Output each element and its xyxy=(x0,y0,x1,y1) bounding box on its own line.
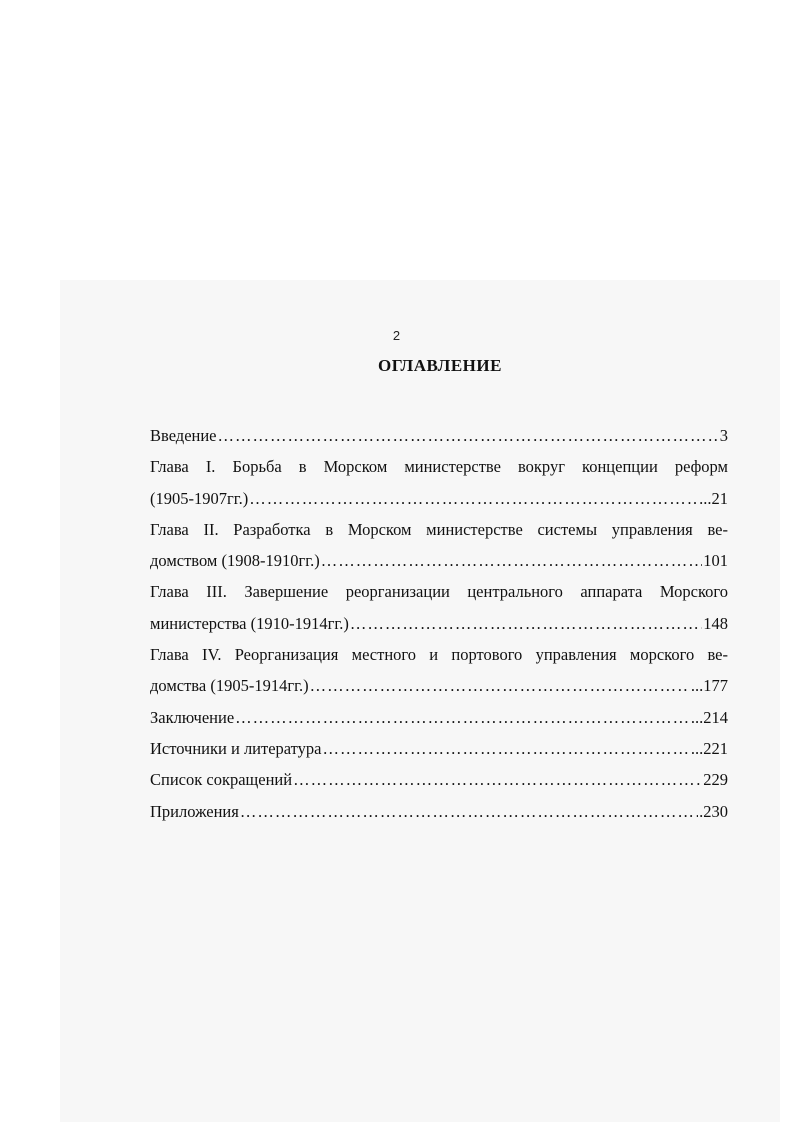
toc-entry-label: Источники и литература xyxy=(150,738,322,758)
toc-entry-abbreviations xyxy=(150,764,728,795)
leader-dots xyxy=(240,796,698,827)
toc-entry-ch3 xyxy=(150,608,728,639)
toc-entry-label: министерства (1910-1914гг.) xyxy=(150,613,349,633)
leader-dots xyxy=(323,733,690,764)
toc-entry-label: Приложения xyxy=(150,801,239,821)
toc-page-number: .230 xyxy=(699,801,728,821)
toc-entry-ch4 xyxy=(150,670,728,701)
table-of-contents xyxy=(150,420,728,827)
toc-page-number: 3 xyxy=(719,426,728,445)
toc-entry-label: (1905-1907гг.) xyxy=(150,488,249,508)
page-number: 2 xyxy=(392,328,401,343)
toc-entry-ch1 xyxy=(150,483,728,514)
leader-dots xyxy=(321,545,702,576)
toc-entry-conclusion xyxy=(150,702,728,733)
leader-dots xyxy=(235,702,690,733)
toc-entry-ch1-title: Глава I. Борьба в Морском министерстве вокруг концепции реформ xyxy=(150,457,728,477)
leader-dots xyxy=(350,608,702,639)
toc-entry-appendices xyxy=(150,796,728,827)
toc-entry-intro xyxy=(150,420,728,451)
leader-dots xyxy=(249,483,698,514)
toc-entry-label: Введение xyxy=(150,426,217,445)
leader-dots xyxy=(310,670,690,701)
toc-page-number: ...21 xyxy=(699,488,728,508)
toc-entry-ch2-title: Глава II. Разработка в Морском министерстве системы управления ве- xyxy=(150,519,728,539)
toc-entry-sources xyxy=(150,733,728,764)
toc-entry-label: домства (1905-1914гг.) xyxy=(150,676,309,696)
toc-page-number: ...177 xyxy=(690,676,728,696)
toc-page-number: ...221 xyxy=(690,738,728,758)
toc-entry-label: Заключение xyxy=(150,707,235,727)
toc-entry-label: Список сокращений xyxy=(150,770,293,790)
page-title: ОГЛАВЛЕНИЕ xyxy=(378,356,502,375)
toc-entry-ch2 xyxy=(150,545,728,576)
toc-page-number: 229 xyxy=(703,770,728,790)
toc-page-number: ...214 xyxy=(690,707,728,727)
toc-entry-ch4-title: Глава IV. Реорганизация местного и портового управления морского ве- xyxy=(150,645,728,665)
toc-entry-ch3-title: Глава III. Завершение реорганизации центрального аппарата Морского xyxy=(150,582,728,602)
toc-page-number: 101 xyxy=(703,551,728,571)
toc-page-number: 148 xyxy=(703,613,728,633)
leader-dots xyxy=(218,420,719,451)
toc-entry-label: домством (1908-1910гг.) xyxy=(150,551,320,571)
leader-dots xyxy=(293,764,702,795)
